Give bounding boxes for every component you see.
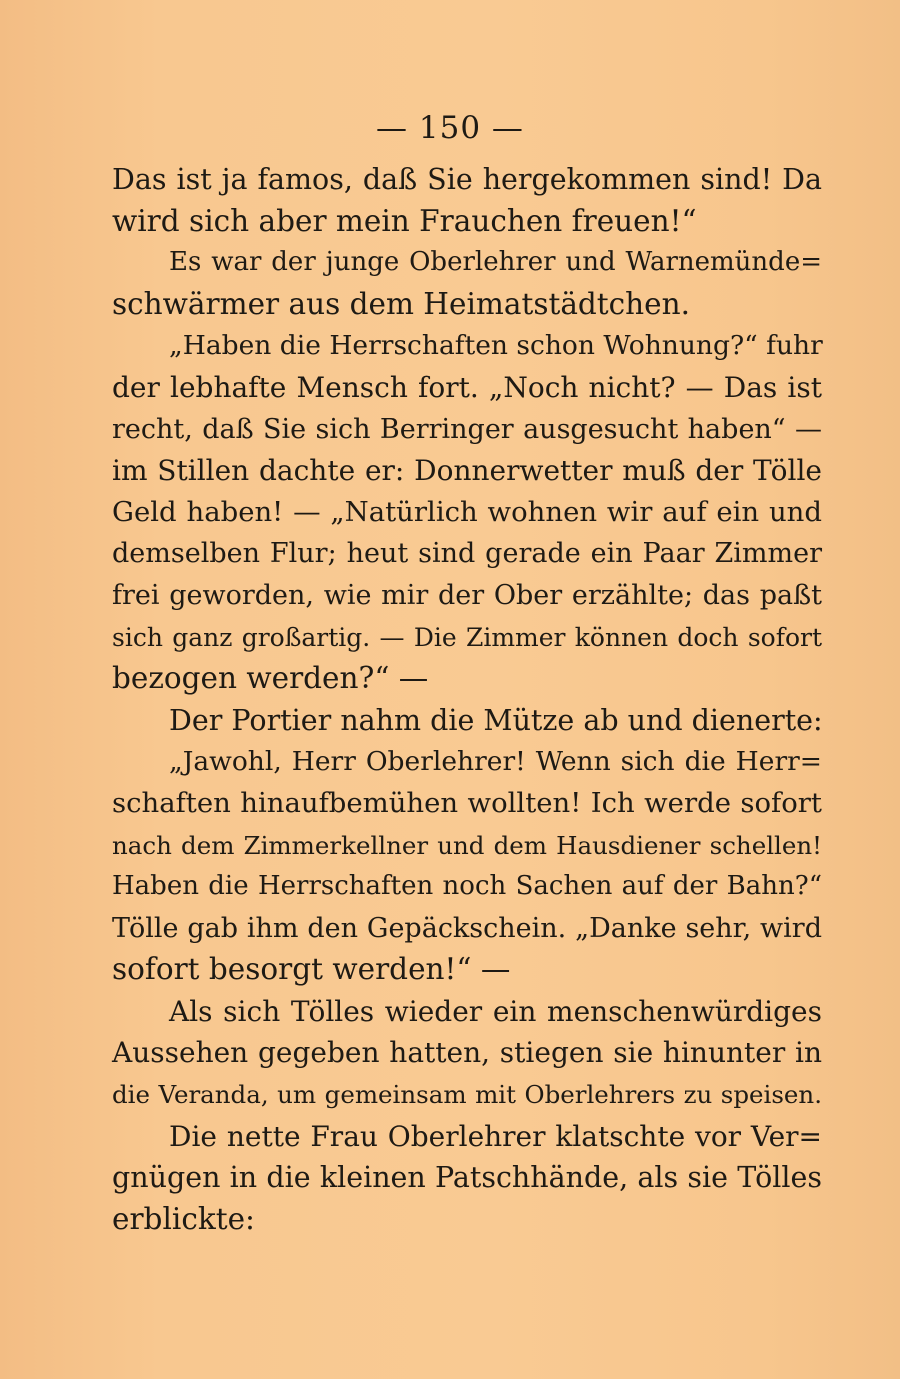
- text-line: Aussehen gegeben hatten, stiegen sie hinunter in: [112, 1036, 822, 1070]
- text-line: Geld haben! — „Natürlich wohnen wir auf ein und: [112, 495, 822, 528]
- text-line: sofort besorgt werden!“ —: [112, 952, 511, 987]
- text-line: Die nette Frau Oberlehrer klatschte vor Ver=: [169, 1119, 822, 1153]
- text-line: Es war der junge Oberlehrer und Warnemünde=: [169, 247, 822, 278]
- text-line: schaften hinaufbemühen wollten! Ich werde sofort: [112, 786, 822, 819]
- text-line: nach dem Zimmerkellner und dem Hausdiener schellen!: [112, 830, 822, 860]
- text-line: der lebhafte Mensch fort. „Noch nicht? — Das ist: [112, 370, 822, 404]
- text-line: Der Portier nahm die Mütze ab und dienerte:: [169, 703, 823, 737]
- text-line: „Haben die Herrschaften schon Wohnung?“ fuhr: [169, 330, 823, 362]
- text-line: im Stillen dachte er: Donnerwetter muß der Tölle: [112, 454, 822, 488]
- text-line: gnügen in die kleinen Patschhände, als sie Tölles: [112, 1161, 822, 1195]
- text-line: frei geworden, wie mir der Ober erzählte; das paßt: [112, 579, 822, 611]
- text-line: Als sich Tölles wieder ein menschenwürdiges: [169, 994, 822, 1028]
- text-line: schwärmer aus dem Heimatstädtchen.: [112, 286, 691, 321]
- text-line: erblickte:: [112, 1201, 255, 1236]
- text-line: Das ist ja famos, daß Sie hergekommen sind! Da: [112, 163, 822, 196]
- text-line: wird sich aber mein Frauchen freuen!“: [112, 203, 697, 238]
- text-line: Tölle gab ihm den Gepäckschein. „Danke sehr, wird: [112, 912, 822, 944]
- body-text: [112, 159, 822, 1240]
- text-line: demselben Flur; heut sind gerade ein Paar Zimmer: [112, 538, 822, 570]
- text-line: die Veranda, um gemeinsam mit Oberlehrers zu speisen.: [112, 1080, 822, 1110]
- text-line: sich ganz großartig. — Die Zimmer können doch sofort: [112, 622, 822, 652]
- text-line: „Jawohl, Herr Oberlehrer! Wenn sich die Herr=: [169, 746, 822, 778]
- page-number: — 150 —: [376, 110, 524, 146]
- text-line: Haben die Herrschaften noch Sachen auf der Bahn?“: [112, 871, 822, 902]
- text-line: recht, daß Sie sich Berringer ausgesucht haben“ —: [112, 413, 822, 445]
- text-line: bezogen werden?“ —: [112, 661, 429, 696]
